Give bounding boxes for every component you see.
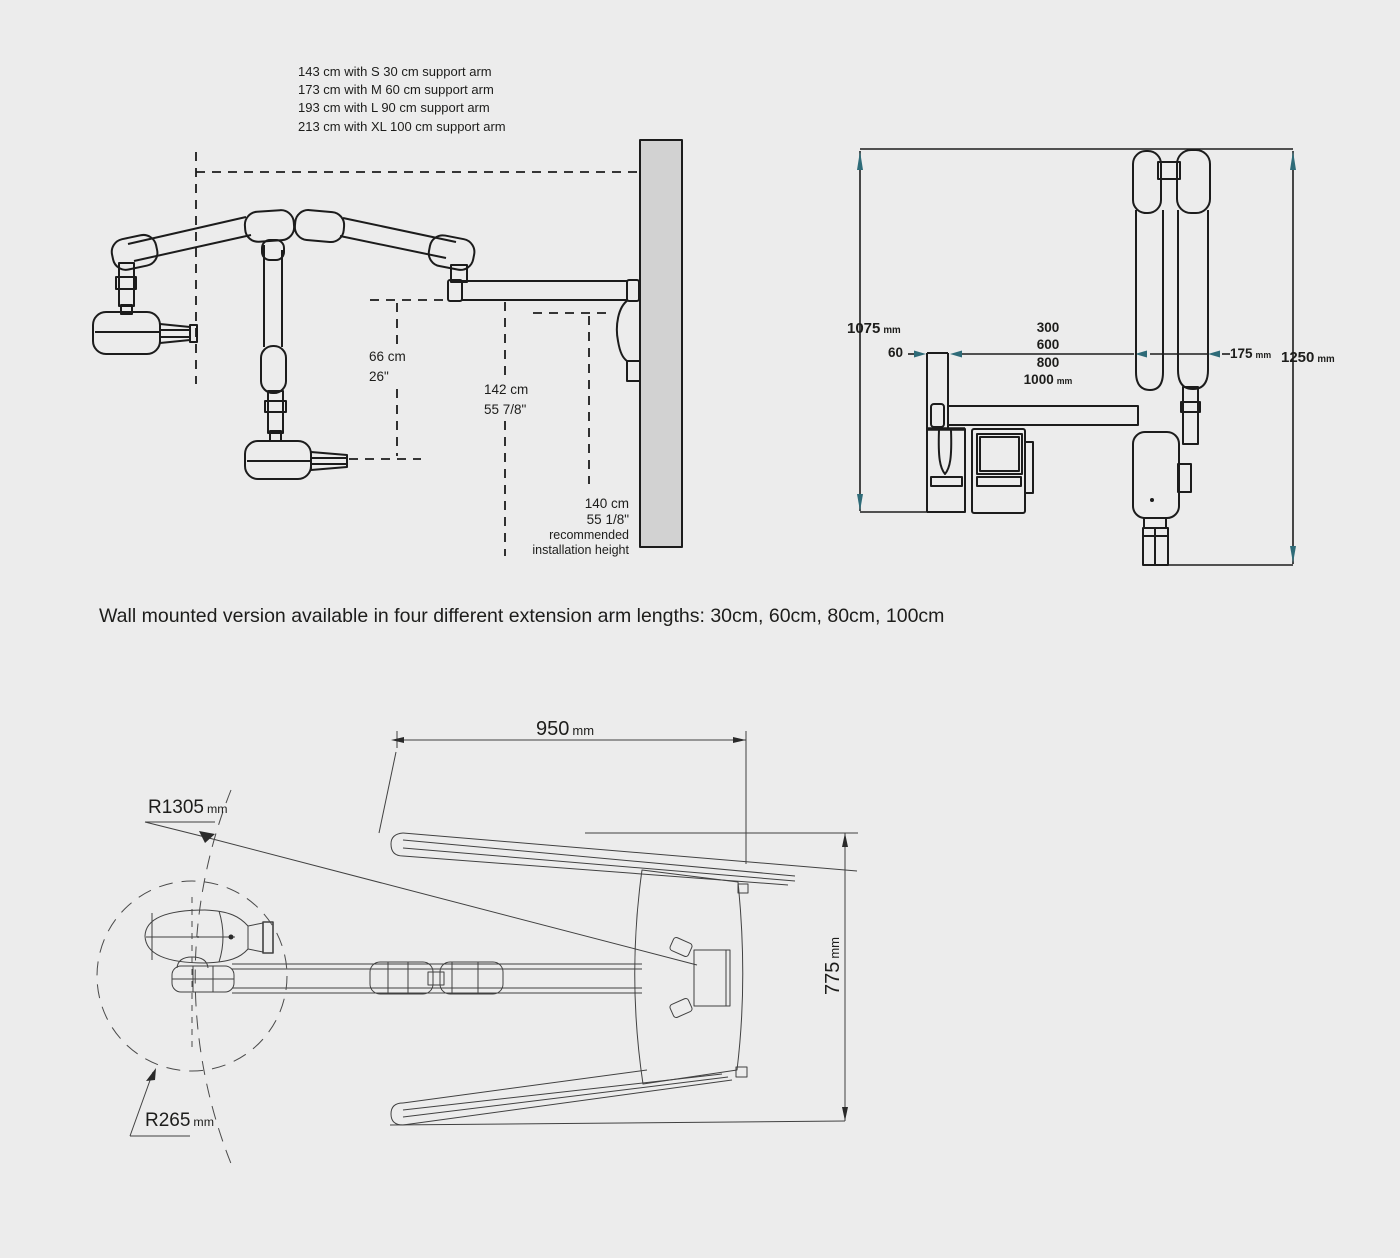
arm-lowered-position (261, 240, 286, 441)
xray-tubehead-raised (93, 312, 197, 354)
arm-raised-position (109, 209, 476, 314)
dim-support-arm-lengths-label: 300 600 800 1000 mm (1023, 320, 1073, 388)
dim-reach-label: 950 mm (536, 718, 595, 740)
note-line: 193 cm with L 90 cm support arm (298, 100, 490, 116)
support-arm (448, 280, 639, 301)
xray-tubehead-front (1133, 432, 1191, 565)
folded-arm (1133, 150, 1210, 444)
cable-box (927, 429, 965, 512)
dim-arm-offset-label: 175 mm (1230, 346, 1272, 361)
dim-total-height-label: 1250 mm (1281, 349, 1335, 366)
xray-tubehead-top (145, 910, 273, 992)
radius-outer-label: R1305 mm (148, 797, 228, 818)
wall-section (640, 140, 682, 547)
wall-plate (927, 353, 948, 512)
radius-leader-r1305 (145, 822, 697, 965)
dim-install-height-label: 140 cm 55 1/8" recommended installation height (532, 496, 629, 557)
support-arm-length-notes (298, 63, 506, 136)
support-arm-front (931, 404, 1138, 427)
wall-mount-top (635, 870, 748, 1084)
depth-dimension (390, 833, 858, 1125)
caption-text: Wall mounted version available in four different extension arm lengths: 30cm, 60cm, 80cm, 100cm (99, 605, 945, 627)
reach-dimension (379, 731, 746, 864)
note-line: 173 cm with M 60 cm support arm (298, 82, 494, 98)
note-line: 143 cm with S 30 cm support arm (298, 64, 492, 79)
radius-head-label: R265 mm (145, 1110, 214, 1131)
dim-wall-height-label: 1075 mm (847, 320, 901, 337)
dim-head-drop-label: 66 cm 26" (369, 349, 406, 384)
dim-plate-width-label: 60 (888, 345, 904, 360)
wall-bracket (617, 300, 640, 381)
dim-depth-label: 775mm (822, 936, 844, 996)
xray-tubehead-lowered (245, 441, 347, 479)
note-line: 213 cm with XL 100 cm support arm (298, 118, 506, 134)
extended-arm-top (232, 962, 642, 994)
control-unit (972, 429, 1033, 513)
dim-arm-height-label: 142 cm 55 7/8" (484, 382, 529, 417)
support-arm-upper (391, 833, 857, 885)
